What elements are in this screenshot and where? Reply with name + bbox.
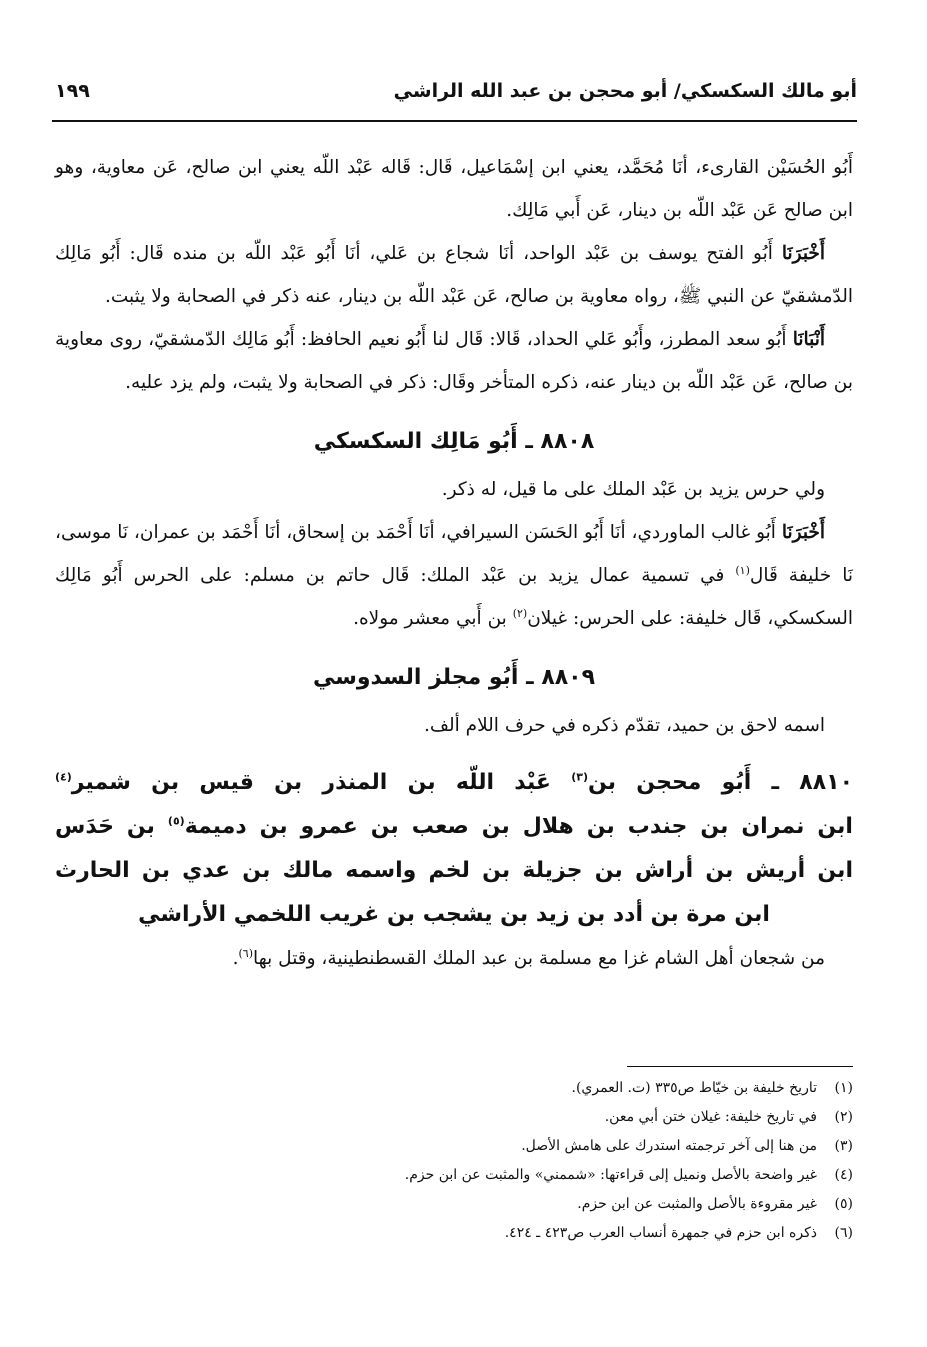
heading-line: ابن مرة بن أدد بن زيد بن يشجب بن غريب اللخمي الأراشي xyxy=(138,902,770,927)
footnote-number: (٢) xyxy=(834,1109,853,1125)
footnote-number: (١) xyxy=(834,1080,853,1096)
entry-heading-8808: ٨٨٠٨ ـ أَبُو مَالِك السكسكي xyxy=(313,429,595,454)
footnote-ref[interactable]: (٣) xyxy=(571,770,588,784)
main-text xyxy=(55,146,853,980)
paragraph-text: . xyxy=(232,948,239,969)
footnote-ref[interactable]: (٤) xyxy=(55,770,72,784)
paragraph-text: أَبُو الحُسَيْن القارىء، أنَا مُحَمَّد، يعني ابن إسْمَاعيل، قَال: قَاله عَبْد اللّه يعني ابن صالح، عَن معاوية، وهو ابن صالح عَن عَبْد اللّه بن دينار، عَن أَبي مَالِك. xyxy=(55,157,853,221)
heading-line: ابن أريش بن أراش بن جزيلة بن لخم واسمه مالك بن عدي بن الحارث xyxy=(55,858,853,883)
footnote-ref[interactable]: (٢) xyxy=(512,606,528,620)
footnote-number: (٣) xyxy=(834,1138,853,1154)
footnote xyxy=(120,1161,853,1190)
footnote xyxy=(120,1074,853,1103)
footnote-rule xyxy=(627,1066,853,1067)
paragraph xyxy=(55,704,853,747)
heading-line xyxy=(55,805,853,849)
paragraph-text: بن أَبي معشر مولاه. xyxy=(353,608,513,629)
footnote xyxy=(120,1132,853,1161)
page-header xyxy=(55,80,857,118)
paragraph-text: أَبُو غالب الماوردي، أنَا أَبُو الحَسَن السيرافي، أنَا أَحْمَد بن إسحاق، أنَا أَحْمَد بن عمران، نَا موسى، نَا خليفة قَال xyxy=(55,522,853,586)
paragraph xyxy=(55,146,853,232)
footnote-number: (٥) xyxy=(834,1196,853,1212)
paragraph-text: أَبُو سعد المطرز، وأَبُو عَلي الحداد، قَالا: قَال لنا أَبُو نعيم الحافظ: أَبُو مَالِك الدّمشقيّ، روى معاوية بن صالح، عَن عَبْد اللّه بن دينار عنه، ذكره المتأخر وقَال: ذكر في الصحابة ولا يثبت، ولم يزد عليه. xyxy=(55,329,853,393)
page-number: ١٩٩ xyxy=(55,80,90,102)
paragraph-text: من شجعان أهل الشام غزا مع مسلمة بن عبد الملك القسطنطينية، وقتل بها xyxy=(252,948,825,969)
footnote-ref[interactable]: (٦) xyxy=(238,946,253,960)
footnote-ref[interactable]: (١) xyxy=(735,563,750,577)
paragraph xyxy=(55,937,853,980)
paragraph-text: في تسمية عمال يزيد بن عَبْد الملك: قَال حاتم بن مسلم: على الحرس أَبُو مَالِك السكسكي، قَال خليفة: على الحرس: غيلان xyxy=(55,565,853,629)
footnote xyxy=(120,1103,853,1132)
paragraph-text: اسمه لاحق بن حميد، تقدّم ذكره في حرف اللام ألف. xyxy=(423,715,825,736)
header-rule xyxy=(52,120,857,122)
paragraph-lead: أَخْبَرَنَا xyxy=(781,522,825,543)
paragraph xyxy=(55,511,853,640)
footnote-number: (٦) xyxy=(834,1225,853,1241)
footnote-text: من هنا إلى آخر ترجمته استدرك على هامش الأصل. xyxy=(521,1138,817,1154)
paragraph-text: أَبُو الفتح يوسف بن عَبْد الواحد، أنَا شجاع بن عَلي، أنَا أَبُو عَبْد اللّه بن منده قَال: أَبُو مَالِك الدّمشقيّ عن النبي ﷺ، رواه معاوية بن صالح، عَن عَبْد اللّه بن دينار، عنه ذكر في الصحابة ولا يثبت. xyxy=(55,243,853,307)
footnote-text: غير واضحة بالأصل ونميل إلى قراءتها: «شممني» والمثبت عن ابن حزم. xyxy=(404,1167,817,1183)
paragraph-lead: أَنْبَانَا xyxy=(792,329,825,350)
heading-text: بن حَدَس xyxy=(55,814,168,839)
running-title: أبو مالك السكسكي/ أبو محجن بن عبد الله الراشي xyxy=(393,80,857,102)
paragraph xyxy=(55,232,853,318)
entry-heading-8810 xyxy=(55,761,853,937)
paragraph-lead: أَخْبَرَنَا xyxy=(781,243,825,264)
paragraph xyxy=(55,318,853,404)
footnote-ref[interactable]: (٥) xyxy=(167,814,185,828)
footnote xyxy=(120,1219,853,1248)
heading-text: ٨٨١٠ ـ أَبُو محجن بن xyxy=(587,770,853,795)
heading-text: عَبْد اللّه بن المنذر بن قيس بن شمير xyxy=(71,770,572,795)
footnote-text: في تاريخ خليفة: غيلان ختن أبي معن. xyxy=(604,1109,817,1125)
paragraph xyxy=(55,468,853,511)
footnotes xyxy=(120,1074,853,1248)
footnote-text: غير مقروءة بالأصل والمثبت عن ابن حزم. xyxy=(577,1196,817,1212)
entry-heading-8809: ٨٨٠٩ ـ أَبُو مجلز السدوسي xyxy=(312,665,596,690)
heading-text: ابن نمران بن جندب بن هلال بن صعب بن عمرو بن دميمة xyxy=(184,814,853,839)
footnote-text: تاريخ خليفة بن خيّاط ص٣٣٥ (ت. العمري). xyxy=(571,1080,817,1096)
footnote-number: (٤) xyxy=(834,1167,853,1183)
paragraph-text: ولي حرس يزيد بن عَبْد الملك على ما قيل، له ذكر. xyxy=(441,479,825,500)
footnote xyxy=(120,1190,853,1219)
heading-line xyxy=(55,761,853,805)
footnote-text: ذكره ابن حزم في جمهرة أنساب العرب ص٤٢٣ ـ ٤٢٤. xyxy=(504,1225,817,1241)
